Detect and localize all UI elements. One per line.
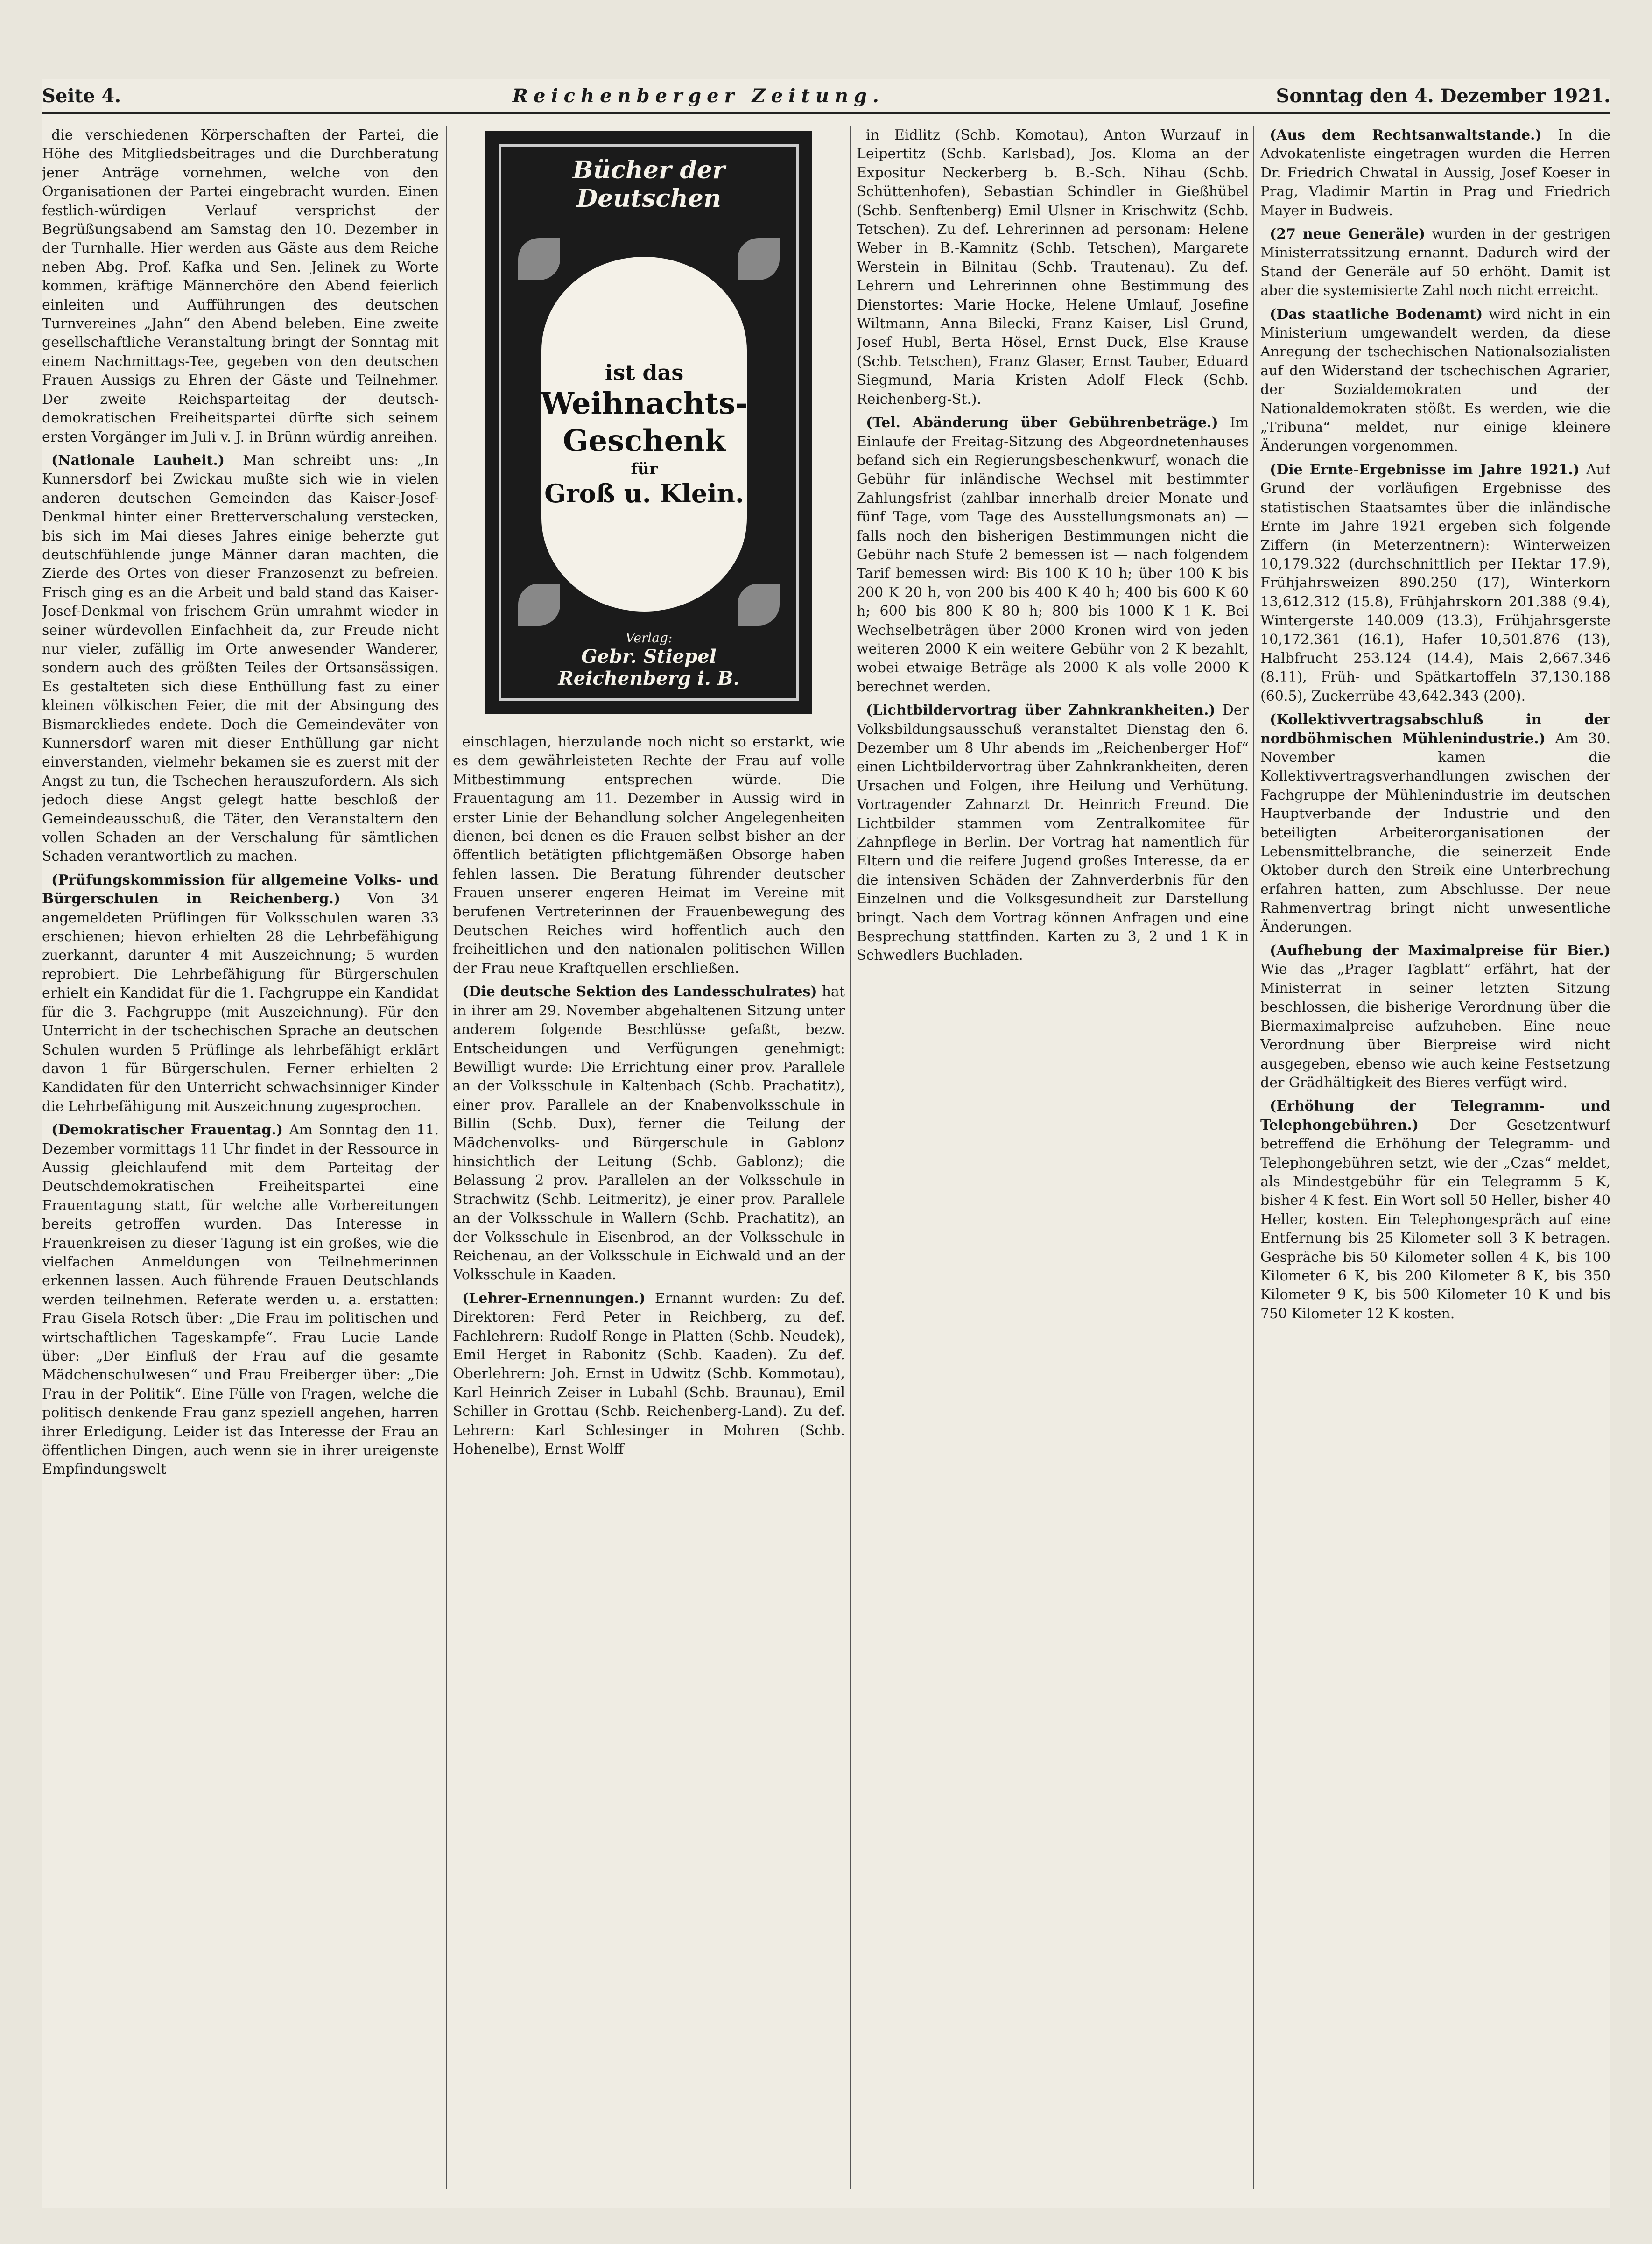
article-paragraph [42,871,439,1116]
article-text: Ernannt wurden: Zu def. Direktoren: Ferd Peter in Reichberg, zu def. Fachlehrern: Rudolf Ronge in Platten (Schb. Neudek), Emil Herget in Rabonitz (Schb. Kaaden). Zu def. Oberlehrern: Joh. Ernst in Udwitz (Schb. Kommotau), Karl Heinrich Zeiser in Lubahl (Schb. Braunau), Emil Schiller in Grottau (Schb. Reichenberg-Land). Zu def. Lehrern: Karl Schlesinger in Mohren (Schb. Hohenelbe), Ernst Wolff [453,1290,845,1458]
article-paragraph [42,451,439,866]
column-rule [446,126,447,2189]
ad-headline: Weihnachts-Geschenk [541,386,748,458]
issue-date: Sonntag den 4. Dezember 1921. [1276,84,1610,107]
article-paragraph [1260,461,1610,706]
article-lead: (Aufhebung der Maximalpreise für Bier.) [1270,943,1610,959]
article-paragraph [453,1289,845,1459]
article-lead: (Die deutsche Sektion des Landesschulrates) [462,984,817,1000]
ornament-leaf-icon [518,238,560,280]
ad-medallion [541,257,747,612]
article-paragraph: in Eidlitz (Schb. Komotau), Anton Wurzauf in Leipertitz (Schb. Karlsbad), Jos. Kloma an der Expositur Neckerberg b. B.-Sch. Nihau (Schb. Schüttenhofen), Sebastian Schindler in Gießhübel (Schb. Senftenberg) Emil Ulsner in Krischwitz (Schb. Tetschen). Zu def. Lehrerinnen ad personam: Helene Weber in B.-Kamnitz (Schb. Tetschen), Margarete Werstein in Bilnitau (Schb. Trautenau). Zu def. Lehrern und Lehrerinnen ohne Bestimmung des Dienstortes: Marie Hocke, Helene Umlauf, Josefine Wiltmann, Anna Bilecki, Franz Kaiser, Lisl Grund, Josef Hubl, Berta Hösel, Ernst Duck, Else Krause (Schb. Tetschen), Franz Glaser, Ernst Tauber, Eduard Siegmund, Maria Kristen Adolf Fleck (Schb. Reichenberg-St.). [857,127,1249,408]
article-paragraph [1260,225,1610,301]
ad-banner: Bücher der Deutschen [572,156,725,213]
article-text: Im Einlaufe der Freitag-Sitzung des Abgeordnetenhauses befand sich ein Regierungsbeschenkwurf, wonach die Gebühr für inländische Wechsel mit bestimmter Zahlungsfrist (zahlbar innerhalb dreier Monate und fünf Tage, vom Tage des Ausstellungsmonats an) — falls noch den bisherigen Bestimmungen nicht die Gebühr nach Stufe 2 bemessen ist — nach folgendem Tarif bemessen wird: Bis 100 K 10 h; über 100 K bis 200 K 20 h, von 200 bis 400 K 40 h; 400 bis 600 K 60 h; 600 bis 800 K 80 h; 800 bis 1000 K 1 K. Bei Wechselbeträgen über 2000 Kronen wird von jeden weiteren 2000 K ein weitere Gebühr von 2 K bezahlt, wobei etwaige Beträge als 2000 K als volle 2000 K berechnet werden. [857,415,1249,695]
page-number: Seite 4. [42,84,121,107]
article-paragraph [857,701,1249,965]
ad-line: Groß u. Klein. [544,478,744,508]
article-paragraph: einschlagen, hierzulande noch nicht so erstarkt, wie es dem gewährleisteten Rechte der Frau auf volle Mitbestimmung entsprechen würde. Die Frauentagung am 11. Dezember in Aussig wird in erster Linie der Behandlung solcher Angelegenheiten dienen, bei denen es die Frauen selbst bisher an der öffentlich betätigten pflichtgemäßen Obsorge haben fehlen lassen. Die Beratung führender deutscher Frauen unserer engeren Heimat im Vereine mit berufenen Vertreterinnen der Frauenbewegung des Deutschen Reiches wird hoffentlich auch den freiheitlichen und den nationalen politischen Willen der Frau neue Kraftquellen erschließen. [453,734,845,977]
article-lead: (Lichtbildervortrag über Zahnkrankheiten.) [866,702,1216,719]
article-text: Der Volksbildungsausschuß veranstaltet Dienstag den 6. Dezember um 8 Uhr abends im „Reichenberger Hof“ einen Lichtbildervortrag über Zahnkrankheiten, deren Ursachen und Folgen, ihre Heilung und Verhütung. Vortragender Zahnarzt Dr. Heinrich Freund. Die Lichtbilder stammen vom Zentralkomitee für Zahnpflege in Berlin. Der Vortrag hat namentlich für Eltern und die reifere Jugend großes Interesse, da er die intensiven Schäden der Zahnverderbnis für den Einzelnen und die Volksgesundheit zur Darstellung bringt. Nach dem Vortrag können Anfragen und eine Besprechung stattfinden. Karten zu 3, 2 und 1 K in Schwedlers Buchladen. [857,702,1249,964]
article-text: Von 34 angemeldeten Prüflingen für Volksschulen waren 33 erschienen; hievon erhielten 28 die Lehrbefähigung zuerkannt, darunter 4 mit Auszeichnung; 5 wurden reprobiert. Die Lehrbefähigung für Bürgerschulen erhielt ein Kandidat für die 1. Fachgruppe ein Kandidat für die 3. Fachgruppe (mit Auszeichnung). Für den Unterricht in der tschechischen Sprache an deutschen Schulen wurden 5 Prüflinge als lehrbefähigt erklärt davon 1 für Bürgerschulen. Ferner erhielten 2 Kandidaten für den Unterricht schwachsinniger Kinder die Lehrbefähigung mit Auszeichnung zugesprochen. [42,891,439,1115]
article-lead: (Nationale Lauheit.) [51,452,225,469]
column-4 [1260,126,1610,2189]
article-paragraph: die verschiedenen Körperschaften der Partei, die Höhe des Mitgliedsbeitrages und die Durchberatung jener Anträge vornehmen, welche von den Organisationen der Partei eingebracht wurden. Einen festlich-würdigen Verlauf versprichst der Begrüßungsabend am Samstag den 10. Dezember in der Turnhalle. Hier werden aus Gäste aus dem Reiche neben Abg. Prof. Kafka und Sen. Jelinek zu Worte kommen, kräftige Männerchöre den Abend feierlich einleiten und Aufführungen des deutschen Turnvereines „Jahn“ den Abend beleben. Eine zweite gesellschaftliche Veranstaltung bringt der Sonntag mit einem Nachmittags-Tee, gegeben von den deutschen Frauen Aussigs zu Ehren der Gäste und Teilnehmer. Der zweite Reichsparteitag der deutsch-demokratischen Freiheitspartei dürfte sich seinem ersten Vorgänger im Juli v. J. in Brünn würdig anreihen. [42,127,439,445]
article-text: Man schreibt uns: „In Kunnersdorf bei Zwickau mußte sich wie in vielen anderen deutschen Gemeinden das Kaiser-Josef-Denkmal hinter einer Bretterverschalung verstecken, bis sich im Mai dieses Jahres einige beherzte gut deutschfühlende junge Männer daran machten, die Zierde des Ortes von dieser Franzosenzt zu befreien. Frisch ging es an die Arbeit und bald stand das Kaiser-Josef-Denkmal von frischem Grün umrahmt wieder in seiner würdevollen Einfachheit da, zur Freude nicht nur vieler, zufällig im Orte anwesender Wanderer, sondern auch des größten Teiles der Ortsansässigen. Es gestalteten sich diese Enthüllung fast zu einer kleinen völkischen Feier, die mit der Absingung des Bismarckliedes endete. Doch die Gemeindeväter von Kunnersdorf waren mit dieser Enthüllung gar nicht einverstanden, vielmehr bekamen sie es zuerst mit der Angst zu tun, die Tschechen herauszufordern. Als sich jedoch diese Angst gelegt hatte beschloß der Gemeindeausschuß, die Täter, den Veranstaltern den vollen Schaden an der Verschalung für sämtlichen Schaden verantwortlich zu machen. [42,452,439,865]
article-lead: (Aus dem Rechtsanwaltstande.) [1270,127,1542,143]
ad-line: für [631,460,658,478]
article-text: Der Gesetzentwurf betreffend die Erhöhung der Telegramm- und Telephongebühren setzt, wie der „Czas“ meldet, als Mindestgebühr für ein Telegramm 5 K, bisher 4 K fest. Ein Wort soll 50 Heller, bisher 40 Heller, kosten. Ein Telephongespräch auf eine Entfernung bis 25 Kilometer soll 3 K betragen. Gespräche bis 50 Kilometer sollen 4 K, bis 100 Kilometer 6 K, bis 200 Kilometer 8 K, bis 350 Kilometer 9 K, bis 500 Kilometer 10 K und bis 750 Kilometer 12 K kosten. [1260,1117,1610,1322]
article-text: Auf Grund der vorläufigen Ergebnisse des statistischen Staatsamtes über die inländische Ernte im Jahre 1921 ergeben sich folgende Ziffern (in Meterzentnern): Winterweizen 10,179.322 (durchschnittlich per Hektar 17.9), Frühjahrsweizen 890.250 (17), Winterkorn 13,612.312 (15.8), Frühjahrskorn 201.388 (9.4), Wintergerste 140.009 (13.3), Frühjahrsgerste 10,172.361 (16.1), Hafer 10,501.876 (13), Halbfrucht 253.124 (14.4), Mais 2,667.346 (8.11), Früh- und Spätkartoffeln 37,130.188 (60.5), Zuckerrübe 43,642.343 (200). [1260,461,1610,704]
article-text: Am 30. November kamen die Kollektivvertragsverhandlungen zwischen der Fachgruppe der Mühlenindustrie im deutschen Hauptverbande der Industrie und den beteiligten Arbeiterorganisationen der Lebensmittelbranche, die seinerzeit Ende Oktober durch den Streik eine Unterbrechung erfahren hatten, zum Abschlusse. Der neue Rahmenvertrag bringt nicht unwesentliche Änderungen. [1260,730,1610,936]
column-rule [1253,126,1254,2189]
article-lead: (Tel. Abänderung über Gebührenbeträge.) [866,415,1218,431]
page-header [42,79,1610,114]
newspaper-page [42,79,1610,2208]
article-lead: (Lehrer-Ernennungen.) [462,1290,646,1307]
article-text: wird nicht in ein Ministerium umgewandelt werden, da diese Anregung der tschechischen Nationalsozialisten auf den Widerstand der tschechischen Agrarier, der Sozialdemokraten und der Nationaldemokraten stößt. Es werden, wie die „Tribuna“ meldet, nur einige kleinere Änderungen vorgenommen. [1260,306,1610,455]
ornament-leaf-icon [738,584,780,626]
article-paragraph [1260,126,1610,220]
article-lead: (Das staatliche Bodenamt) [1270,306,1483,323]
article-paragraph [1260,942,1610,1092]
article-lead: (Die Ernte-Ergebnisse im Jahre 1921.) [1270,461,1580,478]
ornament-leaf-icon [738,238,780,280]
article-text: wurden in der gestrigen Ministerratssitzung ernannt. Dadurch wird der Stand der Generäle auf 50 erhöht. Damit ist aber die systemisierte Zahl noch nicht erreicht. [1260,226,1610,299]
column-rule [850,126,851,2189]
article-paragraph [857,414,1249,696]
article-paragraph [1260,1097,1610,1323]
publisher-label: Verlag: [625,630,673,646]
column-2 [453,733,845,2189]
article-paragraph [1260,305,1610,456]
article-lead: (Kollektivvertragsabschluß in der nordböhmischen Mühlenindustrie.) [1260,711,1610,747]
ad-line: ist das [605,360,684,385]
article-text: In die Advokatenliste eingetragen wurden die Herren Dr. Friedrich Chwatal in Aussig, Josef Koeser in Prag, Vladimir Martin in Prag und Friedrich Mayer in Budweis. [1260,127,1610,219]
article-paragraph [42,1121,439,1479]
article-lead: (Prüfungskommission für allgemeine Volks- und Bürgerschulen in Reichenberg.) [42,872,439,907]
article-text: Am Sonntag den 11. Dezember vormittags 11 Uhr findet in der Ressource in Aussig gleichlaufend mit dem Parteitag der Deutschdemokratischen Freiheitspartei eine Frauentagung statt, für welche alle Vorbereitungen bereits getroffen wurden. Das Interesse in Frauenkreisen zu dieser Tagung ist ein großes, wie die vielfachen Anmeldungen von Teilnehmerinnen erkennen lassen. Auch führende Frauen Deutschlands werden teilnehmen. Referate werden u. a. erstatten: Frau Gisela Rotsch über: „Die Frau im politischen und wirtschaftlichen Tageskampfe“. Frau Lucie Lande über: „Der Einfluß der Frau auf die gesamte Mädchenschulwesen“ und Frau Freiberger über: „Die Frau in der Politik“. Eine Fülle von Fragen, welche die politisch denkende Frau ganz speziell angehen, harren ihrer Erledigung. Leider ist das Interesse der Frau an öffentlichen Dingen, auch wenn sie in ihrer ureigenste Empfindungswelt [42,1122,439,1478]
book-advertisement [485,131,812,714]
article-lead: (Erhöhung der Telegramm- und Telephongebühren.) [1260,1098,1610,1133]
article-paragraph [1260,710,1610,937]
article-lead: (Demokratischer Frauentag.) [51,1122,283,1139]
article-paragraph [453,983,845,1285]
article-text: Wie das „Prager Tagblatt“ erfährt, hat der Ministerrat in seiner letzten Sitzung beschlossen, die bisherige Verordnung über die Biermaximalpreise aufzuheben. Eine neue Verordnung über Bierpreise wird nicht ausgegeben, ebenso wie auch keine Festsetzung der Grädhältigkeit des Bieres verfügt wird. [1260,961,1610,1091]
ad-publisher [518,630,780,689]
article-text: hat in ihrer am 29. November abgehaltenen Sitzung unter anderem folgende Beschlüsse gefaßt, bezw. Entscheidungen und Verfügungen genehmigt: Bewilligt wurde: Die Errichtung einer prov. Parallele an der Volksschule in Kaltenbach (Schb. Prachatitz), einer prov. Parallele an der Knabenvolksschule in Billin (Schb. Dux), ferner die Teilung der Mädchenvolks- und Bürgerschule in Gablonz hinsichtlich der Leitung (Schb. Gablonz); die Belassung 2 prov. Parallelen an der Volksschule in Strachwitz (Schb. Leitmeritz), je einer prov. Parallele an der Volksschule in Wallern (Schb. Prachatitz), an der Volksschule in Eisenbrod, an der Volksschule in Reichenau, an der Volksschule in Eichwald und an der Volksschule in Kaaden. [453,984,845,1283]
ornament-leaf-icon [518,584,560,626]
column-3 [857,126,1249,2189]
column-1 [42,126,439,2189]
publisher-name: Gebr. Stiepel Reichenberg i. B. [558,646,740,689]
masthead: Reichenberger Zeitung. [512,84,885,107]
article-lead: (27 neue Generäle) [1270,226,1426,243]
